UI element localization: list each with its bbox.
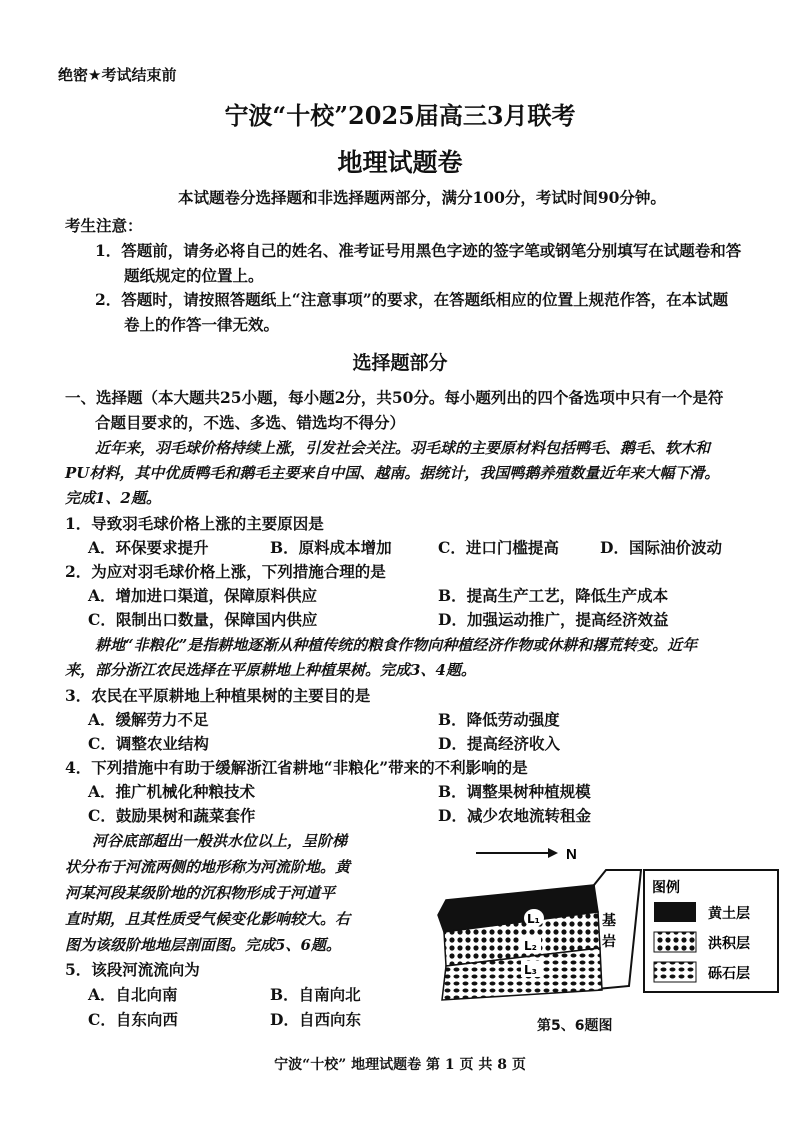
question-3-stem: 3．农民在平原耕地上种植果树的主要目的是 bbox=[65, 686, 371, 705]
question-1-option-a: A．环保要求提升 bbox=[88, 538, 209, 557]
layer-label-l1: L₁ bbox=[527, 912, 540, 926]
question-2-option-b: B．提高生产工艺，降低生产成本 bbox=[438, 586, 669, 605]
legend-loess-swatch bbox=[654, 902, 696, 922]
legend-gravel-swatch bbox=[654, 962, 696, 982]
passage-3-line-2: 状分布于河流两侧的地形称为河流阶地。黄 bbox=[65, 858, 351, 876]
passage-1-line-1: 近年来，羽毛球价格持续上涨，引发社会关注。羽毛球的主要原材料包括鸭毛、鹅毛、软木和 bbox=[95, 439, 711, 457]
question-4-option-a: A．推广机械化种粮技术 bbox=[88, 782, 256, 801]
bedrock-label-2: 岩 bbox=[602, 934, 616, 950]
question-1-option-b: B．原料成本增加 bbox=[270, 538, 392, 557]
terrace-cross-section-figure bbox=[416, 840, 782, 1015]
notice-heading: 考生注意： bbox=[65, 217, 143, 235]
question-5-option-c: C．自东向西 bbox=[88, 1010, 178, 1029]
question-5-stem: 5．该段河流流向为 bbox=[65, 960, 200, 979]
question-3-option-c: C．调整农业结构 bbox=[88, 734, 209, 753]
legend-alluvial-label: 洪积层 bbox=[708, 936, 750, 952]
notice-item-1-line-2: 题纸规定的位置上。 bbox=[124, 266, 264, 285]
part1-instructions-line-1: 一、选择题（本大题共25小题，每小题2分，共50分。每小题列出的四个备选项中只有一个是符 bbox=[65, 388, 724, 407]
confidential-label: 绝密★考试结束前 bbox=[58, 66, 177, 84]
passage-3-line-1: 河谷底部超出一般洪水位以上，呈阶梯 bbox=[92, 832, 348, 850]
page-footer: 宁波“十校” 地理试题卷 第 1 页 共 8 页 bbox=[274, 1057, 526, 1073]
bedrock-label-1: 基 bbox=[602, 913, 616, 929]
notice-item-1-line-1: 1．答题前，请务必将自己的姓名、准考证号用黑色字迹的签字笔或钢笔分别填写在试题卷和答 bbox=[95, 241, 742, 260]
question-3-option-d: D．提高经济收入 bbox=[438, 734, 560, 753]
notice-item-2-line-2: 卷上的作答一律无效。 bbox=[124, 315, 280, 334]
legend-title: 图例 bbox=[652, 880, 680, 896]
question-2-stem: 2．为应对羽毛球价格上涨，下列措施合理的是 bbox=[65, 562, 386, 581]
legend-loess-label: 黄土层 bbox=[708, 906, 750, 922]
passage-3-line-5: 图为该级阶地地层剖面图。完成5、6题。 bbox=[65, 936, 341, 954]
north-arrow bbox=[476, 848, 558, 858]
question-3-option-b: B．降低劳动强度 bbox=[438, 710, 560, 729]
layer-label-l2: L₂ bbox=[524, 939, 537, 953]
legend-alluvial-swatch bbox=[654, 932, 696, 952]
passage-3-line-3: 河某河段某级阶地的沉积物形成于河道平 bbox=[65, 884, 336, 902]
question-1-option-d: D．国际油价波动 bbox=[600, 538, 722, 557]
question-5-option-a: A．自北向南 bbox=[88, 985, 178, 1004]
section-title: 选择题部分 bbox=[352, 352, 448, 374]
question-2-option-d: D．加强运动推广，提高经济效益 bbox=[438, 610, 669, 629]
figure-legend bbox=[644, 870, 778, 992]
question-1-option-c: C．进口门槛提高 bbox=[438, 538, 559, 557]
passage-3-line-4: 直时期，且其性质受气候变化影响较大。右 bbox=[65, 910, 351, 928]
layer-label-l3: L₃ bbox=[524, 963, 537, 977]
part1-instructions-line-2: 合题目要求的，不选、多选、错选均不得分） bbox=[95, 413, 406, 432]
question-2-option-c: C．限制出口数量，保障国内供应 bbox=[88, 610, 318, 629]
question-3-option-a: A．缓解劳力不足 bbox=[88, 710, 209, 729]
legend-gravel-label: 砾石层 bbox=[708, 966, 750, 982]
passage-1-line-3: 完成1、2题。 bbox=[65, 489, 161, 507]
notice-item-2-line-1: 2．答题时，请按照答题纸上“注意事项”的要求，在答题纸相应的位置上规范作答，在本试题 bbox=[95, 290, 729, 309]
passage-1-line-2: PU材料，其中优质鸭毛和鹅毛主要来自中国、越南。据统计，我国鸭鹅养殖数量近年来大幅下滑。 bbox=[65, 464, 720, 482]
figure-caption: 第5、6题图 bbox=[537, 1018, 613, 1034]
question-5-option-d: D．自西向东 bbox=[270, 1010, 361, 1029]
question-4-option-d: D．减少农地流转租金 bbox=[438, 806, 591, 825]
question-2-option-a: A．增加进口渠道，保障原料供应 bbox=[88, 586, 318, 605]
passage-2-line-2: 来，部分浙江农民选择在平原耕地上种植果树。完成3、4题。 bbox=[65, 661, 476, 679]
exam-title: 宁波“十校”2025届高三3月联考 bbox=[224, 101, 576, 130]
question-1-stem: 1．导致羽毛球价格上涨的主要原因是 bbox=[65, 514, 324, 533]
question-4-option-c: C．鼓励果树和蔬菜套作 bbox=[88, 806, 256, 825]
question-4-stem: 4．下列措施中有助于缓解浙江省耕地“非粮化”带来的不利影响的是 bbox=[65, 758, 528, 777]
question-5-option-b: B．自南向北 bbox=[270, 985, 361, 1004]
north-label: N bbox=[566, 846, 577, 863]
exam-intro: 本试题卷分选择题和非选择题两部分，满分100分，考试时间90分钟。 bbox=[178, 188, 666, 207]
passage-2-line-1: 耕地“非粮化”是指耕地逐渐从种植传统的粮食作物向种植经济作物或休耕和撂荒转变。近年 bbox=[95, 636, 698, 654]
paper-subtitle: 地理试题卷 bbox=[337, 148, 463, 177]
question-4-option-b: B．调整果树种植规模 bbox=[438, 782, 591, 801]
